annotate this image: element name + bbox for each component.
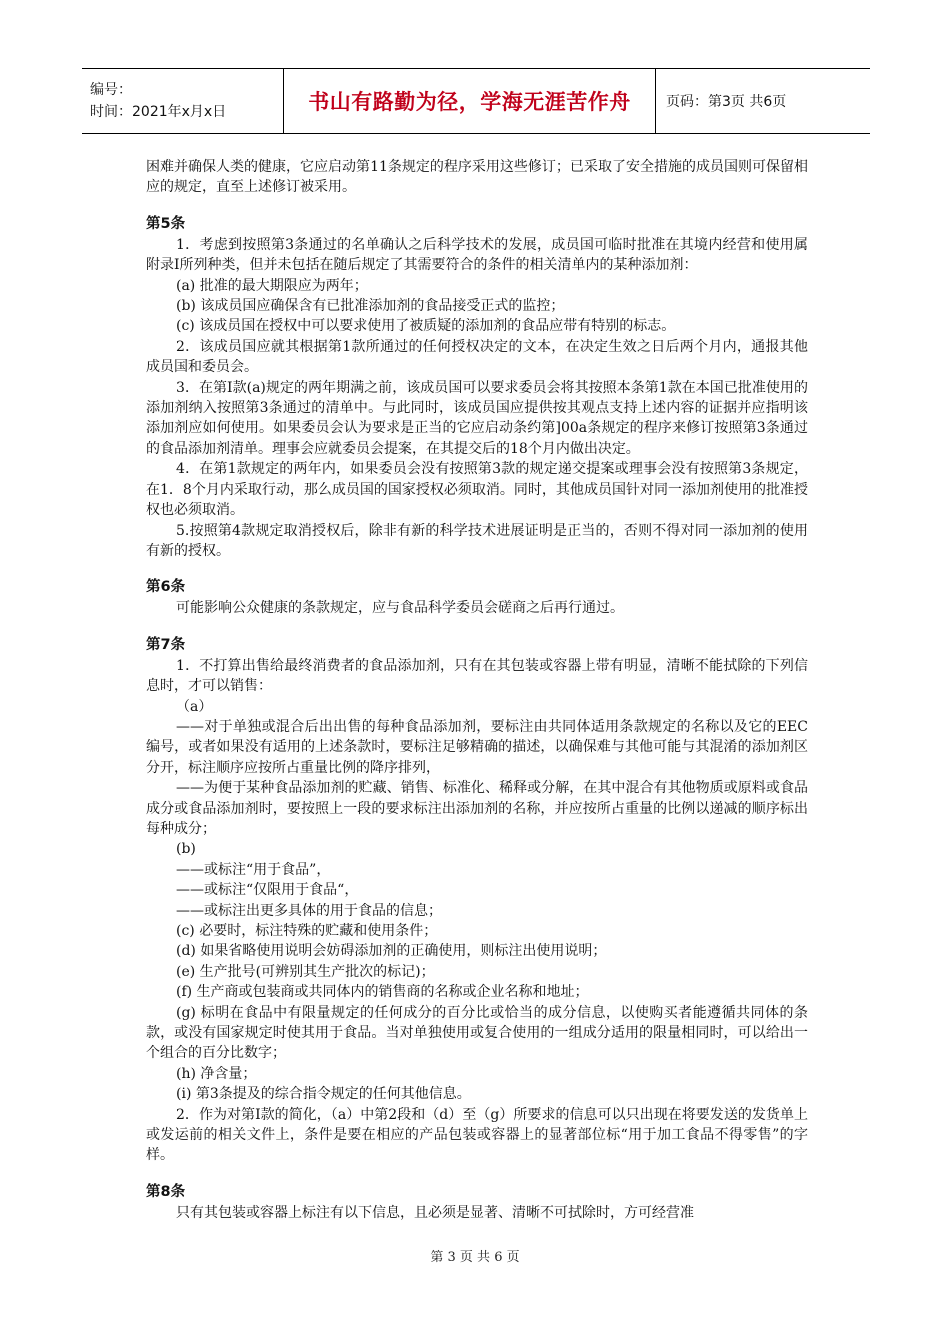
list-item: (a) 批准的最大期限应为两年； [176, 277, 368, 294]
article-heading-7: 第7条 [146, 636, 186, 653]
list-item: (d) 如果省略使用说明会妨碍添加剂的正确使用，则标注出使用说明； [176, 943, 607, 960]
page-footer [0, 1246, 950, 1265]
paragraph: 困难并确保人类的健康，它应启动第11条规定的程序采用这些修订；已采取了安全措施的成员国则可保留相应的规定，直至上述修订被采用。 [146, 159, 808, 196]
page-number-label: 页码：第3页 共6页 [666, 94, 787, 110]
paragraph: 只有其包装或容器上标注有以下信息，且必须是显著、清晰不可拭除时，方可经营准 [176, 1204, 694, 1221]
header-page-number [656, 69, 870, 133]
list-item: ——或标注出更多具体的用于食品的信息； [176, 902, 442, 919]
article-heading-8: 第8条 [146, 1183, 186, 1200]
article-heading-5: 第5条 [146, 215, 186, 232]
list-item: ——为便于某种食品添加剂的贮藏、销售、标准化、稀释或分解，在其中混合有其他物质或原料或食品成分或食品添加剂时，要按照上一段的要求标注出添加剂的名称，并应按所占重量的比例以递减的顺序标出每种成分； [146, 780, 808, 837]
list-item: (b) 该成员国应确保含有已批准添加剂的食品接受正式的监控； [176, 298, 565, 315]
footer-page-number: 第 3 页 共 6 页 [430, 1250, 520, 1265]
document-body [146, 157, 808, 1223]
list-item: ——或标注“用于食品”， [176, 861, 331, 878]
header-meta [82, 69, 284, 133]
list-item: (h) 净含量； [176, 1065, 257, 1082]
list-item: （a） [176, 698, 213, 715]
paragraph: 4．在第1款规定的两年内，如果委员会没有按照第3款的规定递交提案或理事会没有按照第3条规定，在1．8个月内采取行动，那么成员国的国家授权必须取消。同时，其他成员国针对同一添加剂使用的批准授权也必须取消。 [146, 461, 808, 519]
paragraph: 1．考虑到按照第3条通过的名单确认之后科学技术的发展，成员国可临时批准在其境内经营和使用属附录Ⅰ所列种类，但并未包括在随后规定了其需要符合的条件的相关清单内的某种添加剂： [146, 236, 808, 274]
list-item: (b) [176, 841, 196, 858]
paragraph: 2．作为对第Ⅰ款的简化，（a）中第2段和（d）至（g）所要求的信息可以只出现在将要发送的发货单上或发运前的相关文件上，条件是要在相应的产品包装或容器上的显著部位标“用于加工食品不得零售”的字样。 [146, 1106, 808, 1164]
paragraph: 5.按照第4款规定取消授权后，除非有新的科学技术进展证明是正当的，否则不得对同一添加剂的使用有新的授权。 [146, 522, 808, 559]
list-item: (f) 生产商或包装商或共同体内的销售商的名称或企业名称和地址； [176, 984, 589, 1001]
header-motto [284, 69, 656, 133]
paragraph: 可能影响公众健康的条款规定，应与食品科学委员会磋商之后再行通过。 [176, 600, 624, 617]
motto-text: 书山有路勤为径，学海无涯苦作舟 [308, 90, 631, 114]
article-heading-6: 第6条 [146, 579, 186, 596]
list-item: (e) 生产批号(可辨别其生产批次的标记)； [176, 963, 435, 980]
paragraph: 3．在第Ⅰ款(a)规定的两年期满之前，该成员国可以要求委员会将其按照本条第1款在本国已批准使用的添加剂纳入按照第3条通过的清单中。与此同时，该成员国应提供按其观点支持上述内容的证据并应指明该添加剂应如何使用。如果委员会认为要求是正当的它应启动条约第]00a条规定的程序来修订按照第3条通过的食品添加剂清单。理事会应就委员会提案，在其提交后的18个月内做出决定。 [146, 379, 808, 457]
paragraph: 2．该成员国应就其根据第1款所通过的任何授权决定的文本，在决定生效之日后两个月内，通报其他成员国和委员会。 [146, 338, 808, 376]
list-item: (i) 第3条提及的综合指令规定的任何其他信息。 [176, 1086, 471, 1103]
page-header [82, 68, 870, 134]
paragraph: 1．不打算出售给最终消费者的食品添加剂，只有在其包装或容器上带有明显，清晰不能拭除的下列信息时，才可以销售： [146, 657, 808, 695]
list-item: (c) 该成员国在授权中可以要求使用了被质疑的添加剂的食品应带有特别的标志。 [176, 318, 676, 335]
list-item: (g) 标明在食品中有限量规定的任何成分的百分比或恰当的成分信息，以使购买者能遵循共同体的条款，或没有国家规定时使其用于食品。当对单独使用或复合使用的一组成分适用的限量相同时，可以给出一个组合的百分比数字； [146, 1004, 808, 1062]
list-item: ——对于单独或混合后出出售的每种食品添加剂，要标注由共同体适用条款规定的名称以及它的EEC编号，或者如果没有适用的上述条款时，要标注足够精确的描述，以确保难与其他可能与其混淆的添加剂区分开，标注顺序应按所占重量比例的降序排列， [146, 718, 808, 776]
document-number-label: 编号： [90, 82, 132, 98]
list-item: (c) 必要时，标注特殊的贮藏和使用条件； [176, 923, 438, 939]
document-time-label: 时间：2021年x月x日 [90, 104, 227, 120]
list-item: ——或标注“仅限用于食品“， [176, 882, 359, 899]
